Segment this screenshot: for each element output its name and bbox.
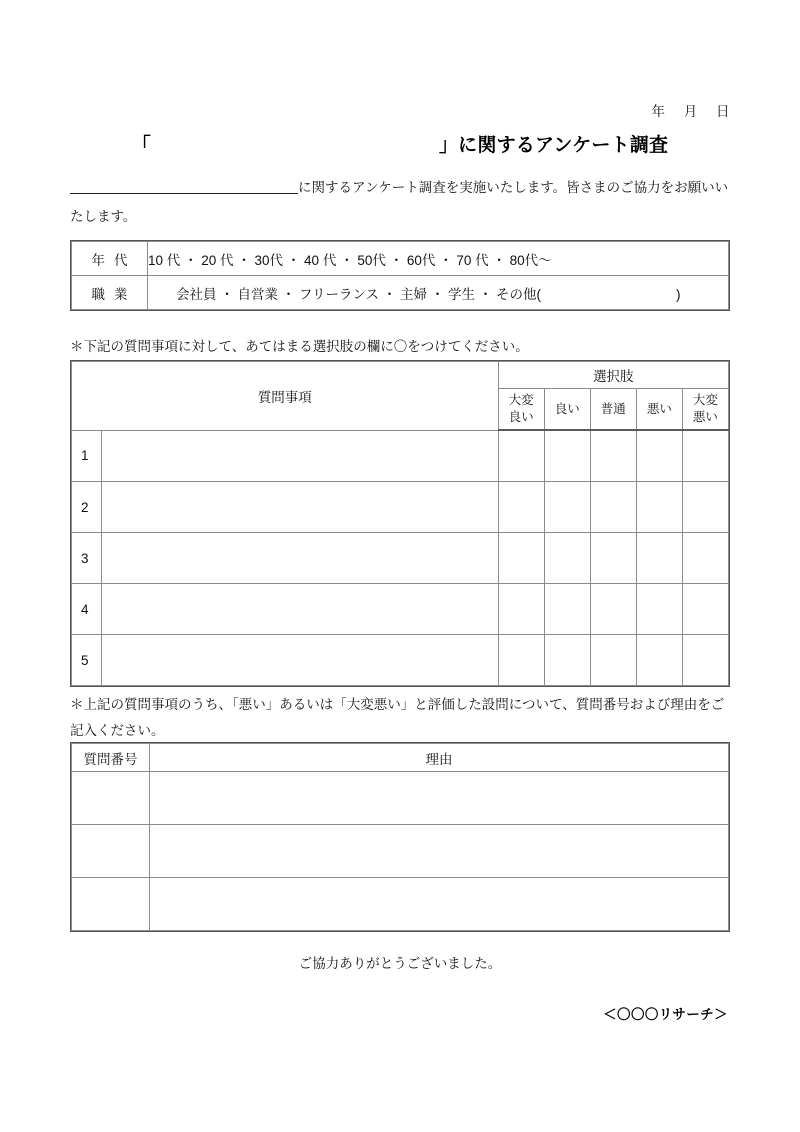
table-header-row-top [72,362,729,389]
column-header-option-very-bad [682,389,728,431]
rating-cell-good[interactable] [544,533,590,584]
demographics-label-age: 年代 [72,242,148,276]
table-row [72,772,729,825]
rating-cell-very-bad[interactable] [682,584,728,635]
rating-cell-bad[interactable] [636,430,682,482]
question-number: 3 [72,533,102,584]
reason-question-number-cell[interactable] [72,878,150,931]
rating-cell-very-good[interactable] [498,533,544,584]
rating-cell-very-good[interactable] [498,584,544,635]
question-number: 5 [72,635,102,686]
intro-text: に関するアンケート調査を実施いたします。皆さまのご協力をお願いいたします。 [70,180,729,224]
table-row [72,878,729,931]
question-number: 4 [72,584,102,635]
reason-table [70,742,730,932]
option-label-line2: 悪い [692,410,718,424]
survey-subject-blank[interactable] [70,178,298,194]
rating-cell-average[interactable] [590,430,636,482]
column-header-option-good [544,389,590,431]
demographics-options-age[interactable]: 10 代 ・ 20 代 ・ 30代 ・ 40 代 ・ 50代 ・ 60代 ・ 70 代 ・ 80代〜 [148,242,729,276]
rating-cell-bad[interactable] [636,584,682,635]
reason-text-cell[interactable] [150,772,729,825]
table-header-row [72,744,729,772]
table-row [72,276,729,310]
rating-cell-good[interactable] [544,430,590,482]
demographics-table [70,240,730,311]
rating-cell-average[interactable] [590,635,636,686]
column-header-option-bad [636,389,682,431]
instruction-circle-choice: ＊下記の質問事項に対して、あてはまる選択肢の欄に〇をつけてください。 [70,339,529,354]
column-header-option-average [590,389,636,431]
rating-cell-very-bad[interactable] [682,635,728,686]
table-row [72,584,729,635]
rating-cell-very-good[interactable] [498,430,544,482]
question-text-cell[interactable] [102,635,499,686]
option-label: 普通 [600,401,626,416]
rating-cell-average[interactable] [590,584,636,635]
demographics-options-occupation[interactable]: 会社員 ・ 自営業 ・ フリーランス ・ 主婦 ・ 学生 ・ その他( ) [148,276,729,310]
question-text-cell[interactable] [102,533,499,584]
rating-cell-very-good[interactable] [498,635,544,686]
column-header-question-number: 質問番号 [72,744,150,772]
table-row [72,242,729,276]
rating-cell-very-good[interactable] [498,482,544,533]
option-label: 悪い [646,401,672,416]
table-row [72,825,729,878]
question-number: 1 [72,430,102,482]
rating-cell-very-bad[interactable] [682,430,728,482]
rating-cell-bad[interactable] [636,533,682,584]
reason-text-cell[interactable] [150,878,729,931]
intro-paragraph [70,173,730,231]
column-header-reason: 理由 [150,744,729,772]
instruction-reason-entry: ＊上記の質問事項のうち、「悪い」あるいは「大変悪い」と評価した設問について、質問番号および理由をご記入ください。 [70,697,725,738]
page-title [70,130,730,157]
option-label-line1: 大変 [692,393,718,407]
rating-cell-average[interactable] [590,533,636,584]
title-blank-gap [151,135,439,156]
column-header-option-very-good [498,389,544,431]
option-label: 良い [554,401,580,416]
question-text-cell[interactable] [102,584,499,635]
rating-cell-average[interactable] [590,482,636,533]
question-number: 2 [72,482,102,533]
rating-cell-good[interactable] [544,482,590,533]
reason-text-cell[interactable] [150,825,729,878]
question-rating-table [70,360,730,687]
column-header-question: 質問事項 [72,362,499,431]
date-line: 年 月 日 [651,104,730,119]
rating-cell-bad[interactable] [636,482,682,533]
thank-you-note: ご協力ありがとうございました。 [298,956,502,971]
rating-cell-good[interactable] [544,635,590,686]
demographics-label-occupation: 職業 [72,276,148,310]
rating-cell-bad[interactable] [636,635,682,686]
rating-cell-very-bad[interactable] [682,482,728,533]
reason-question-number-cell[interactable] [72,825,150,878]
title-suffix: 」に関するアンケート調査 [438,135,669,156]
rating-cell-very-bad[interactable] [682,533,728,584]
option-label-line2: 良い [508,410,534,424]
table-row [72,635,729,686]
question-text-cell[interactable] [102,482,499,533]
rating-cell-good[interactable] [544,584,590,635]
question-text-cell[interactable] [102,430,499,482]
reason-question-number-cell[interactable] [72,772,150,825]
title-quote-open: 「 [131,135,151,156]
option-label-line1: 大変 [508,393,534,407]
table-row [72,533,729,584]
table-row [72,482,729,533]
company-signature: ＜〇〇〇リサーチ＞ [603,1007,728,1022]
column-header-options: 選択肢 [498,362,728,389]
table-row [72,430,729,482]
